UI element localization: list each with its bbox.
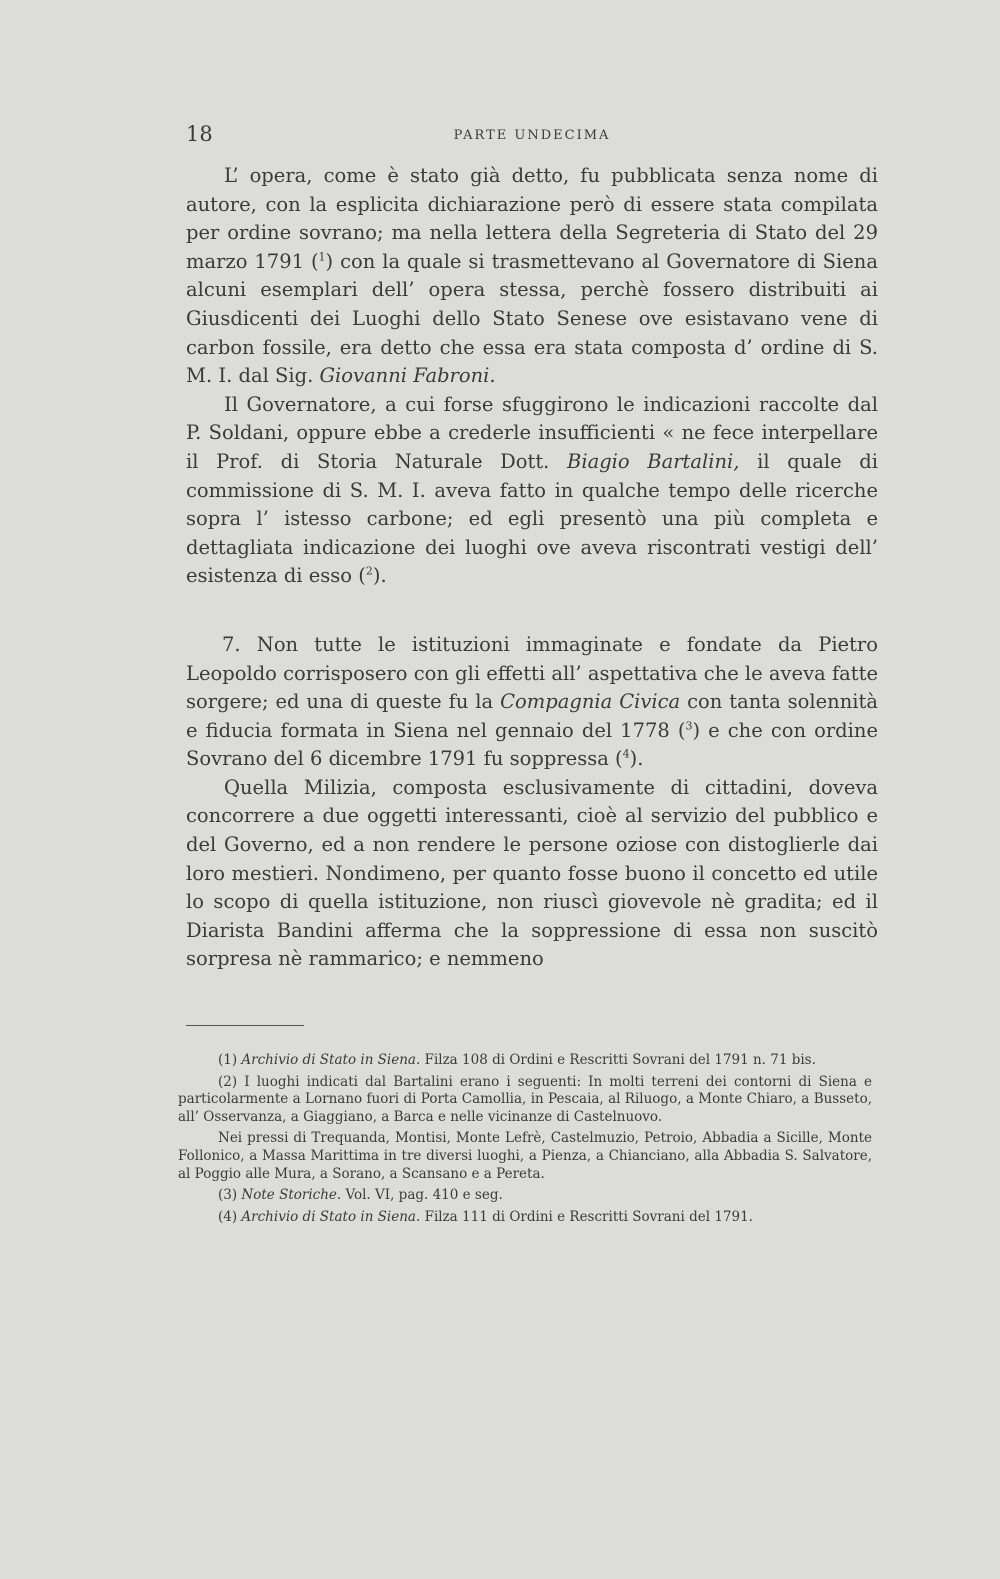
running-head: PARTE UNDECIMA — [453, 128, 611, 143]
footnote-2-continued: Nei pressi di Trequanda, Montisi, Monte Lefrè, Castelmuzio, Petroio, Abbadia a Sicille, Monte Follonico, a Massa Marittima in tre diversi luoghi, a Pienza, a Chianciano, alla Abbadia S. Salvatore, al Poggio alle Mura, a Sorano, a Scansano e a Pereta. — [178, 1130, 872, 1182]
paragraph-4: Quella Milizia, composta esclusivamente di cittadini, doveva concorrere a due oggetti interessanti, cioè al servizio del pubblico e del Governo, ed a non rendere le persone oziose con distoglierle dai loro mestieri. Nondimeno, per quanto fosse buono il concetto ed utile lo scopo di quella istituzione, non riuscì giovevole nè gradita; ed il Diarista Bandini afferma che la soppressione di essa non suscitò sorpresa nè rammarico; e nemmeno — [186, 775, 878, 971]
italic-name: Biagio Bartalini, — [567, 449, 740, 473]
footnote-3: (3) Note Storiche. Vol. VI, pag. 410 e seg. — [218, 1187, 503, 1204]
footnote-4: (4) Archivio di Stato in Siena. Filza 111 di Ordini e Rescritti Sovrani del 1791. — [218, 1208, 753, 1225]
footnote-ref: 2 — [365, 564, 373, 578]
footnote-ref: 4 — [622, 747, 630, 761]
body-text — [186, 162, 878, 974]
page-number: 18 — [186, 122, 213, 146]
paragraph-1: L’ opera, come è stato già detto, fu pubblicata senza nome di autore, con la esplicita dichiarazione però di essere stata compilata per ordine sovrano; ma nella lettera della Segreteria di Stato del 29 marzo 1791 ($^1$) con la quale si trasmettevano al Governatore di Siena alcuni esemplari dell’ opera stessa, perchè fossero distribuiti ai Giusdicenti dei Luoghi dello Stato Senese ove esistavano vene di carbon fossile, era detto che essa era stata composta d’ ordine di S. M. I. dal Sig. Giovanni Fabroni. — [186, 164, 878, 388]
footnote-ref: 3 — [685, 719, 693, 733]
paragraph-3: 7. Non tutte le istituzioni immaginate e fondate da Pietro Leopoldo corrisposero con gli effetti all’ aspettativa che le aveva fatte sorgere; ed una di queste fu la Compagnia Civica con tanta solennità e fiducia formata in Siena nel gennaio del 1778 ($^3$) e che con ordine Sovrano del 6 dicembre 1791 fu soppressa ($^4$). — [186, 632, 879, 771]
footnote-1: (1) Archivio di Stato in Siena. Filza 108 di Ordini e Rescritti Sovrani del 1791 n. 71 bis. — [218, 1052, 816, 1068]
paragraph-2: Il Governatore, a cui forse sfuggirono le indicazioni raccolte dal P. Soldani, oppure ebbe a crederle insufficienti « ne fece interpellare il Prof. di Storia Naturale Dott. Biagio Bartalini, il quale di commissione di S. M. I. aveva fatto in qualche tempo delle ricerche sopra l’ istesso carbone; ed egli presentò una più completa e dettagliata indicazione dei luoghi ove aveva riscontrati vestigi dell’ esistenza di esso ($^2$). — [186, 392, 878, 588]
italic-name: Compagnia Civica — [500, 690, 681, 714]
italic-name: Giovanni Fabroni. — [319, 364, 496, 388]
footnote-ref: 1 — [318, 250, 326, 264]
footnotes — [178, 1052, 872, 1230]
footnote-2: (2) I luoghi indicati dal Bartalini erano i seguenti: In molti terreni dei contorni di Siena e particolarmente a Lornano fuori di Porta Camollia, in Pescaia, al Riluogo, a Monte Chiaro, a Busseto, all’ Osservanza, a Giaggiano, a Barca e nelle vicinanze di Castelnuovo. — [178, 1073, 872, 1125]
footnote-rule — [186, 1025, 304, 1026]
page-header — [186, 122, 878, 152]
